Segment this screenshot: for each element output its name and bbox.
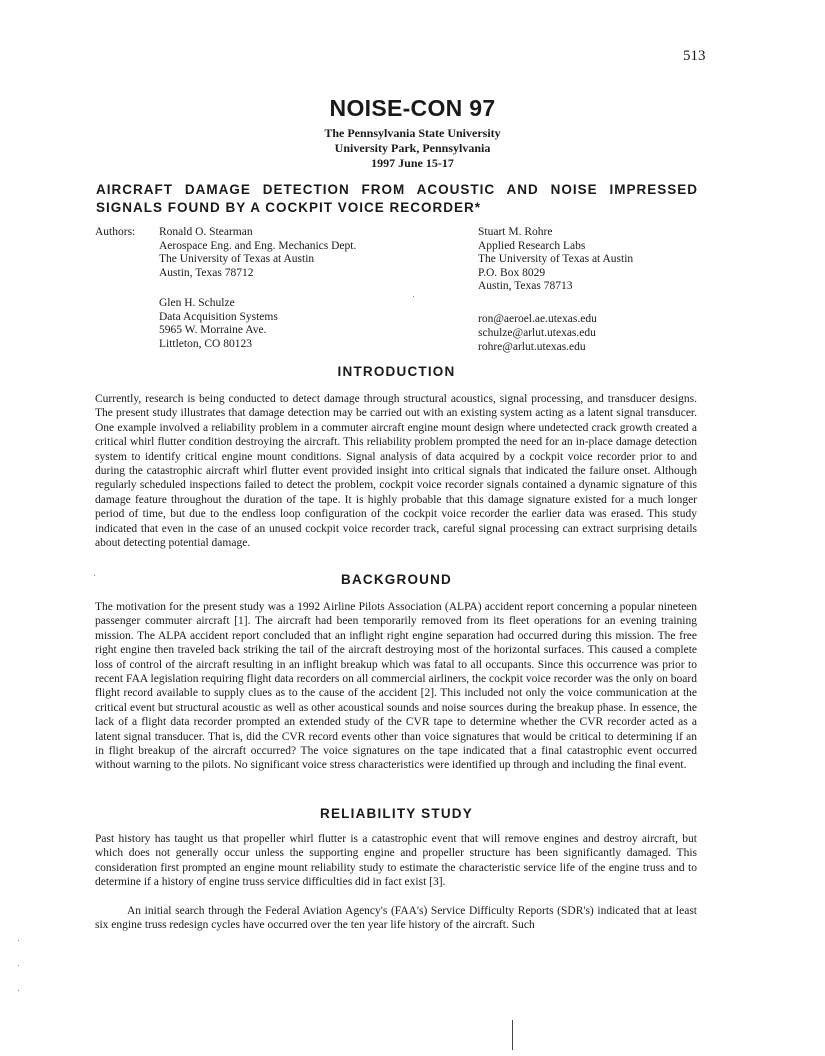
conference-institution: The Pennsylvania State University <box>324 126 501 140</box>
author-name: Stuart M. Rohre <box>478 226 553 238</box>
paragraph-reliability-2: An initial search through the Federal Aviation Agency's (FAA's) Service Difficulty Reports (SDR's) indicated that at least six engine truss redesign cycles have occurred over the ten year life history of the aircraft. Such <box>95 905 697 932</box>
author-org: The University of Texas at Austin <box>478 253 634 265</box>
conference-location: University Park, Pennsylvania <box>334 141 491 155</box>
scan-dot <box>18 990 19 991</box>
heading-introduction: INTRODUCTION <box>337 364 456 379</box>
conference-date: 1997 June 15-17 <box>371 156 454 170</box>
scan-dot <box>94 575 95 576</box>
author-org: 5965 W. Morraine Ave. <box>159 324 267 336</box>
email-link[interactable]: ron@aeroel.ae.utexas.edu <box>478 313 597 325</box>
author-org: The University of Texas at Austin <box>159 253 315 265</box>
heading-reliability-study: RELIABILITY STUDY <box>320 806 473 821</box>
conference-meta <box>0 126 825 171</box>
author-address: Littleton, CO 80123 <box>159 337 252 350</box>
author-affiliation: Applied Research Labs <box>478 239 586 252</box>
paragraph-introduction: Currently, research is being conducted to detect damage through structural acoustics, signal processing, and transducer designs. The present study illustrates that damage detection may be carried out with an existing system acting as a latent signal transducer. One example involved a reliability problem in a commuter aircraft engine mount design where undetected crack growth created a critical whirl flutter condition destroying the aircraft. This reliability problem prompted the need for an in-place damage detection system to identify critical engine mount conditions. Signal analysis of data acquired by a cockpit voice recorder prior to and during the catastrophic aircraft whirl flutter event provided insight into critical signals that indicated the failure onset. Although regularly scheduled inspections failed to detect the problem, cockpit voice recorder signals contained a dynamic signature of this damage feature throughout the duration of the tape. It is highly probable that this damage signature existed for a much longer period of time, but due to the endless loop configuration of the cockpit voice recorder the earlier data was erased. This study indicated that even in the case of an unused cockpit voice recorder track, careful signal processing can extract surprising details about detecting potential damage. <box>95 393 697 550</box>
heading-background: BACKGROUND <box>341 572 452 587</box>
author-affiliation: Aerospace Eng. and Eng. Mechanics Dept. <box>159 239 357 252</box>
scan-artifact-line <box>512 1020 513 1050</box>
author-address: Austin, Texas 78712 <box>159 266 254 279</box>
author-block-stearman <box>159 226 356 280</box>
author-block-schulze <box>159 297 278 351</box>
paper-title: AIRCRAFT DAMAGE DETECTION FROM ACOUSTIC AND NOISE IMPRESSED SIGNALS FOUND BY A COCKPIT VOICE RECORDER* <box>96 182 698 215</box>
paragraph-reliability-1: Past history has taught us that propeller whirl flutter is a catastrophic event that will remove engines and destroy aircraft, but which does not generally occur unless the supporting engine and propeller structure has been significantly damaged. This consideration first prompted an engine mount reliability study to estimate the characteristic service life of the engine truss and to determine if a history of engine truss service difficulties did in fact exist [3]. <box>95 833 697 889</box>
scan-dot <box>18 965 19 966</box>
scan-dot <box>413 296 414 297</box>
author-address-2: Austin, Texas 78713 <box>478 280 573 292</box>
author-emails <box>478 312 597 354</box>
email-link[interactable]: schulze@arlut.utexas.edu <box>478 327 596 339</box>
author-address: P.O. Box 8029 <box>478 266 546 279</box>
authors-label: Authors: <box>95 226 136 238</box>
author-block-rohre <box>478 226 633 294</box>
page-number: 513 <box>683 48 706 64</box>
paragraph-background: The motivation for the present study was a 1992 Airline Pilots Association (ALPA) accident report concerning a popular nineteen passenger commuter aircraft [1]. The aircraft had been temporarily removed from its fleet operations for an evening training mission. The ALPA accident report concluded that an inflight right engine separation had occurred during this mission. The free right engine then traveled back striking the tail of the aircraft destroying most of the horizontal surfaces. This caused a complete loss of control of the aircraft resulting in an inflight breakup which was fatal to all occupants. Since this occurrence was prior to recent FAA legislation requiring flight data recorders on all commercial airliners, the cockpit voice recorder was the only on board flight record available to supply clues as to the cause of the accident [2]. This included not only the voice communication at the critical event but structural acoustic as well as other acoustical sounds and noise sources during the breakup phase. In essence, the lack of a flight data recorder prompted an extended study of the CVR tape to determine whether the CVR recorder acted as a latent signal transducer. That is, did the CVR record events other than voice signatures that would be critical to determining if an in flight breakup of the aircraft occurred? The voice signatures on the tape indicated that a final catastrophic event occurred without warning to the pilots. No significant voice stress characteristics were identified up through and including the final event. <box>95 601 697 772</box>
author-name: Glen H. Schulze <box>159 297 235 309</box>
scan-dot <box>18 940 19 941</box>
email-link[interactable]: rohre@arlut.utexas.edu <box>478 341 586 353</box>
author-affiliation: Data Acquisition Systems <box>159 310 278 323</box>
conference-title: NOISE-CON 97 <box>329 95 496 121</box>
author-name: Ronald O. Stearman <box>159 226 253 238</box>
